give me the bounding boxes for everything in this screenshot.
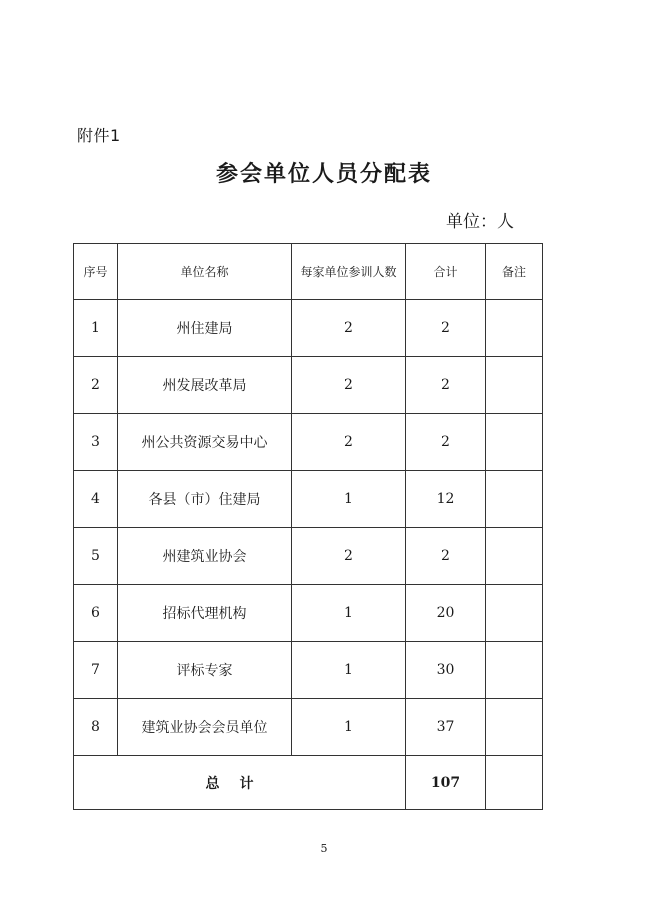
cell-per-unit: 1 xyxy=(292,699,406,756)
cell-no: 5 xyxy=(74,528,118,585)
total-remark xyxy=(486,756,543,810)
table-row xyxy=(74,471,543,528)
unit-label: 单位：人 xyxy=(446,212,514,232)
total-label: 总计 xyxy=(74,756,406,810)
cell-total: 2 xyxy=(406,357,486,414)
cell-remark xyxy=(486,642,543,699)
total-value: 107 xyxy=(406,756,486,810)
cell-per-unit: 2 xyxy=(292,357,406,414)
table-row xyxy=(74,699,543,756)
cell-no: 4 xyxy=(74,471,118,528)
cell-unit-name: 评标专家 xyxy=(118,642,292,699)
total-row xyxy=(74,756,543,810)
cell-remark xyxy=(486,528,543,585)
cell-unit-name: 州建筑业协会 xyxy=(118,528,292,585)
cell-remark xyxy=(486,471,543,528)
cell-unit-name: 州发展改革局 xyxy=(118,357,292,414)
cell-remark xyxy=(486,357,543,414)
cell-total: 12 xyxy=(406,471,486,528)
cell-no: 2 xyxy=(74,357,118,414)
page-number: 5 xyxy=(320,842,328,855)
cell-no: 3 xyxy=(74,414,118,471)
table-header-row xyxy=(74,244,543,300)
cell-unit-name: 各县（市）住建局 xyxy=(118,471,292,528)
cell-remark xyxy=(486,414,543,471)
table-row xyxy=(74,357,543,414)
table-row xyxy=(74,300,543,357)
table-row xyxy=(74,642,543,699)
cell-per-unit: 2 xyxy=(292,300,406,357)
cell-total: 2 xyxy=(406,300,486,357)
cell-total: 37 xyxy=(406,699,486,756)
cell-remark xyxy=(486,300,543,357)
cell-no: 8 xyxy=(74,699,118,756)
cell-per-unit: 1 xyxy=(292,471,406,528)
cell-no: 7 xyxy=(74,642,118,699)
table-row xyxy=(74,414,543,471)
cell-no: 1 xyxy=(74,300,118,357)
document-title: 参会单位人员分配表 xyxy=(215,161,432,187)
table-row xyxy=(74,528,543,585)
cell-unit-name: 州公共资源交易中心 xyxy=(118,414,292,471)
header-no: 序号 xyxy=(74,244,118,300)
cell-remark xyxy=(486,585,543,642)
header-total: 合计 xyxy=(406,244,486,300)
attachment-label: 附件1 xyxy=(77,126,121,145)
cell-unit-name: 招标代理机构 xyxy=(118,585,292,642)
header-per-unit: 每家单位参训人数 xyxy=(292,244,406,300)
cell-per-unit: 1 xyxy=(292,642,406,699)
cell-total: 2 xyxy=(406,414,486,471)
cell-total: 2 xyxy=(406,528,486,585)
cell-per-unit: 1 xyxy=(292,585,406,642)
table-row xyxy=(74,585,543,642)
cell-unit-name: 州住建局 xyxy=(118,300,292,357)
cell-total: 30 xyxy=(406,642,486,699)
cell-no: 6 xyxy=(74,585,118,642)
header-unit-name: 单位名称 xyxy=(118,244,292,300)
allocation-table xyxy=(73,243,543,810)
cell-per-unit: 2 xyxy=(292,528,406,585)
cell-unit-name: 建筑业协会会员单位 xyxy=(118,699,292,756)
header-remark: 备注 xyxy=(486,244,543,300)
cell-total: 20 xyxy=(406,585,486,642)
cell-remark xyxy=(486,699,543,756)
cell-per-unit: 2 xyxy=(292,414,406,471)
